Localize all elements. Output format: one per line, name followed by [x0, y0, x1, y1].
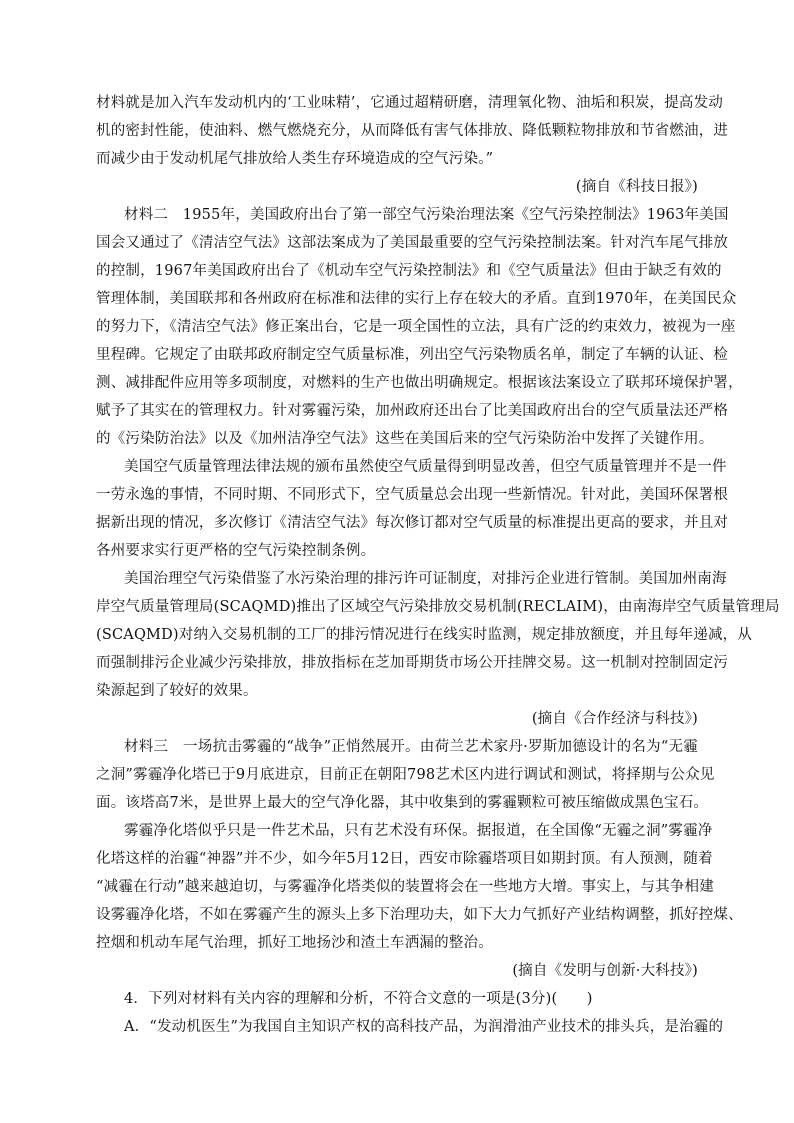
- text-line: 里程碑。它规定了由联邦政府制定空气质量标准，列出空气污染物质名单，制定了车辆的认证、检: [96, 347, 729, 363]
- text-line: 雾霾净化塔似乎只是一件艺术品，只有艺术没有环保。据报道，在全国像“无霾之洞”雾霾净: [124, 823, 713, 839]
- text-line: 赋予了其实在的管理权力。针对雾霾污染，加州政府还出台了比美国政府出台的空气质量法还严格: [96, 403, 729, 419]
- text-line: 岸空气质量管理局(SCAQMD)推出了区域空气污染排放交易机制(RECLAIM)，由南海岸空气质量管理局: [96, 599, 780, 615]
- text-line: 而强制排污企业减少污染排放，排放指标在芝加哥期货市场公开挂牌交易。这一机制对控制固定污: [96, 655, 729, 671]
- text-line: 测、减排配件应用等多项制度，对燃料的生产也做出明确规定。根据该法案设立了联邦环境保护署，: [96, 375, 743, 391]
- text-line: 材料就是加入汽车发动机内的‘工业味精’，它通过超精研磨，清理氧化物、油垢和积炭，提高发动: [96, 95, 724, 111]
- text-line: 美国治理空气污染借鉴了水污染治理的排污许可证制度，对排污企业进行管制。美国加州南海: [124, 571, 727, 587]
- text-line: 机的密封性能，使油料、燃气燃烧充分，从而降低有害气体排放、降低颗粒物排放和节省燃油，进: [96, 123, 729, 139]
- text-line: 的《污染防治法》以及《加州洁净空气法》这些在美国后来的空气污染防治中发挥了关键作用。: [96, 431, 714, 447]
- text-line: 的控制，1967年美国政府出台了《机动车空气污染控制法》和《空气质量法》但由于缺乏有效的: [96, 263, 722, 279]
- text-line: 一劳永逸的事情，不同时期、不同形式下，空气质量总会出现一些新情况。针对此，美国环保署根: [96, 487, 729, 503]
- text-line: 之洞”雾霾净化塔已于9月底进京，目前正在朝阳798艺术区内进行调试和测试，将择期与公众见: [96, 767, 715, 783]
- text-line: 国会又通过了《清洁空气法》这部法案成为了美国最重要的空气污染控制法案。针对汽车尾气排放: [96, 235, 729, 251]
- text-line: 设雾霾净化塔，不如在雾霾产生的源头上多下治理功夫，如下大力气抓好产业结构调整，抓好控煤、: [96, 907, 743, 923]
- text-line: 美国空气质量管理法律法规的颁布虽然使空气质量得到明显改善，但空气质量管理并不是一件: [124, 459, 727, 475]
- source-citation: (摘自《合作经济与科技》): [531, 711, 698, 727]
- text-line: 材料三 一场抗击雾霾的“战争”正悄然展开。由荷兰艺术家丹·罗斯加德设计的名为“无霾: [124, 739, 698, 755]
- source-citation: (摘自《发明与创新·大科技》): [512, 963, 698, 979]
- text-line: 材料二 1955年，美国政府出台了第一部空气污染治理法案《空气污染控制法》1963年美国: [124, 207, 729, 223]
- text-line: “减霾在行动”越来越迫切，与雾霾净化塔类似的装置将会在一些地方大增。事实上，与其争相建: [96, 879, 714, 895]
- source-citation: (摘自《科技日报》): [575, 179, 698, 195]
- text-line: 据新出现的情况，多次修订《清洁空气法》每次修订都对空气质量的标准提出更高的要求，并且对: [96, 515, 729, 531]
- text-line: 控烟和机动车尾气治理，抓好工地扬沙和渣土车洒漏的整治。: [96, 935, 493, 951]
- text-line: 化塔这样的治霾“神器”并不少，如今年5月12日，西安市除霾塔项目如期封顶。有人预测，随着: [96, 851, 713, 867]
- text-line: (SCAQMD)对纳入交易机制的工厂的排污情况进行在线实时监测，规定排放额度，并且每年递减，从: [96, 627, 753, 643]
- text-line: 面。该塔高7米，是世界上最大的空气净化器，其中收集到的雾霾颗粒可被压缩做成黑色宝石。: [96, 795, 709, 811]
- text-line: 而减少由于发动机尾气排放给人类生存环境造成的空气污染。”: [96, 151, 494, 167]
- text-line: 管理体制，美国联邦和各州政府在标准和法律的实行上存在较大的矛盾。直到1970年，在美国民众: [96, 291, 737, 307]
- text-line: 各州要求实行更严格的空气污染控制条例。: [96, 543, 376, 559]
- question-stem: 4．下列对材料有关内容的理解和分析，不符合文意的一项是(3分)( ): [124, 991, 593, 1007]
- answer-option-a: A．“发动机医生”为我国自主知识产权的高科技产品，为润滑油产业技术的排头兵，是治霾的: [124, 1019, 724, 1035]
- text-line: 染源起到了较好的效果。: [96, 683, 258, 699]
- text-line: 的努力下，《清洁空气法》修正案出台，它是一项全国性的立法，具有广泛的约束效力，被视为一座: [96, 319, 736, 335]
